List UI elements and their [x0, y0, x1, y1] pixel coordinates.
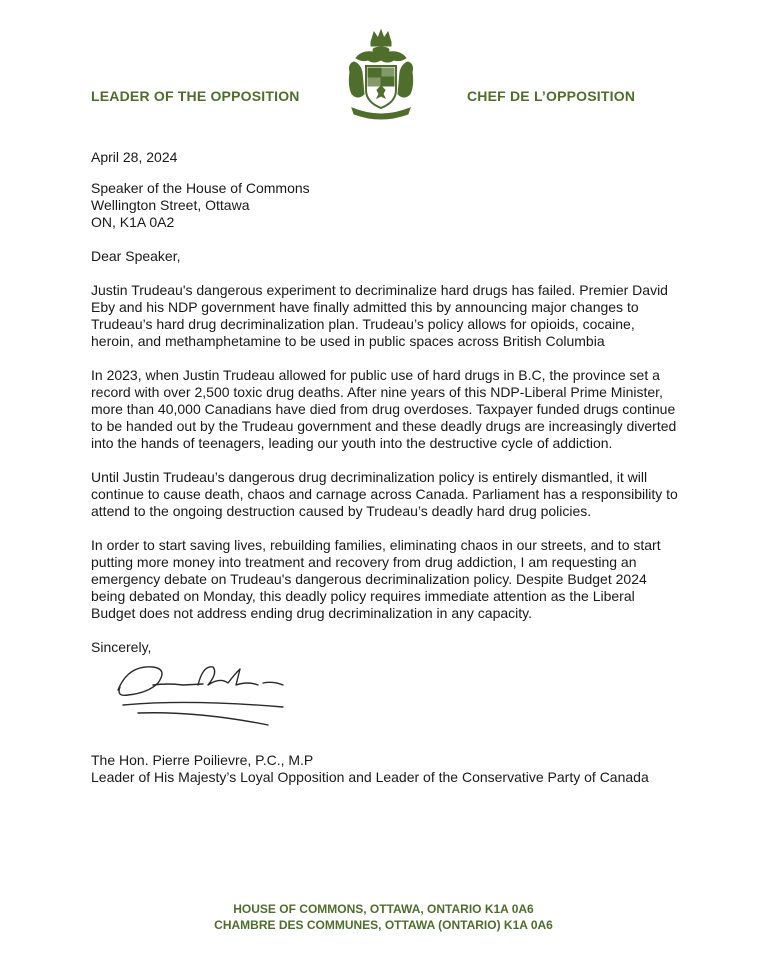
- signer-name: The Hon. Pierre Poilievre, P.C., M.P: [91, 752, 314, 768]
- signature-icon: [108, 655, 298, 735]
- coat-of-arms-icon: [344, 28, 418, 124]
- recipient-line: ON, K1A 0A2: [91, 214, 175, 230]
- signer-block: [91, 752, 649, 786]
- letter-date: April 28, 2024: [91, 149, 178, 165]
- footer-line-english: HOUSE OF COMMONS, OTTAWA, ONTARIO K1A 0A6: [233, 902, 534, 916]
- recipient-line: Wellington Street, Ottawa: [91, 197, 250, 213]
- closing: Sincerely,: [91, 639, 152, 655]
- letter-body: [91, 149, 681, 656]
- signer-title: Leader of His Majesty’s Loyal Opposition and Leader of the Conservative Party of Canada: [91, 769, 649, 785]
- recipient-line: Speaker of the House of Commons: [91, 180, 310, 196]
- letterhead-right-title: CHEF DE L’OPPOSITION: [467, 88, 636, 104]
- footer: [0, 901, 767, 933]
- recipient-address: [91, 180, 681, 231]
- paragraph: Justin Trudeau's dangerous experiment to decriminalize hard drugs has failed. Premier David Eby and his NDP government have finally admitted this by announcing major changes to Trudeau’s hard drug decriminalization plan. Trudeau’s policy allows for opioids, cocaine, heroin, and methamphetamine to be used in public spaces across British Columbia: [91, 282, 668, 349]
- paragraph: In order to start saving lives, rebuilding families, eliminating chaos in our streets, and to start putting more money into treatment and recovery from drug addiction, I am requesting an emergency debate on Trudeau's dangerous decriminalization policy. Despite Budget 2024 being debated on Monday, this deadly policy requires immediate attention as the Liberal Budget does not address ending drug decriminalization in any capacity.: [91, 537, 661, 621]
- salutation: Dear Speaker,: [91, 248, 181, 264]
- paragraph: In 2023, when Justin Trudeau allowed for public use of hard drugs in B.C, the province set a record with over 2,500 toxic drug deaths. After nine years of this NDP-Liberal Prime Minister, more than 40,000 Canadians have died from drug overdoses. Taxpayer funded drugs continue to be handed out by the Trudeau government and these deadly drugs are increasingly diverted into the hands of teenagers, leading our youth into the destructive cycle of addiction.: [91, 367, 677, 451]
- letterhead: [0, 0, 767, 130]
- footer-line-french: CHAMBRE DES COMMUNES, OTTAWA (ONTARIO) K1A 0A6: [214, 918, 553, 932]
- letterhead-left-title: LEADER OF THE OPPOSITION: [91, 88, 300, 104]
- paragraph: Until Justin Trudeau’s dangerous drug decriminalization policy is entirely dismantled, it will continue to cause death, chaos and carnage across Canada. Parliament has a responsibility to attend to the ongoing destruction caused by Trudeau’s deadly hard drug policies.: [91, 469, 678, 519]
